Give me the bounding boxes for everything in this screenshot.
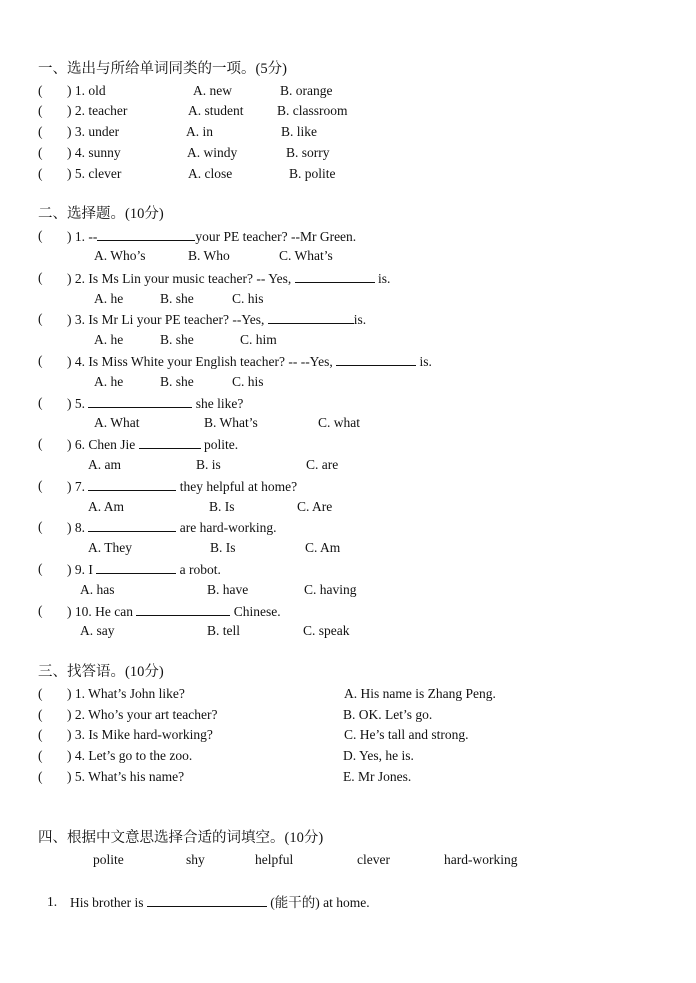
paren-open: ( [38,436,43,451]
s2-q10-option-b: B. tell [207,623,240,638]
s2-q4-pre: ) 4. Is Miss White your English teacher? -- --Yes, [67,354,333,369]
s4-item-1-pre: His brother is [70,895,144,910]
s2-q7-option-c: C. Are [297,499,333,514]
s3-question-4: ) 4. Let’s go to the zoo. [67,748,193,763]
paren-open: ( [38,707,43,722]
section-3-heading: 三、找答语。(10分) [38,664,164,680]
s2-q9-option-c: C. having [304,582,357,597]
paren-open: ( [38,727,43,742]
s2-q3-option-a: A. he [94,332,124,347]
s2-q5-pre: ) 5. [67,396,85,411]
s2-q6 [67,435,238,454]
s1-item-1-word: ) 1. old [67,83,106,98]
s1-item-1-option-a: A. new [193,83,232,98]
answer-blank[interactable] [268,310,354,324]
paren-open: ( [38,311,43,326]
s1-item-4-word: ) 4. sunny [67,145,121,160]
s2-q2-post: is. [377,271,391,286]
s2-q2-pre: ) 2. Is Ms Lin your music teacher? -- Yes, [67,271,292,286]
s1-item-3-option-a: A. in [186,124,213,139]
s2-q3-pre: ) 3. Is Mr Li your PE teacher? --Yes, [67,312,265,327]
s1-item-1-option-b: B. orange [280,83,333,98]
s2-q7-pre: ) 7. [67,479,85,494]
s2-q3-post: is. [353,312,367,327]
s2-q7 [67,477,297,496]
s2-q5-option-c: C. what [318,415,360,430]
answer-blank[interactable] [336,352,416,366]
answer-blank[interactable] [88,394,192,408]
s3-answer-c: C. He’s tall and strong. [344,727,469,742]
s2-q5 [67,394,243,413]
answer-blank[interactable] [139,435,201,449]
s1-item-2-word: ) 2. teacher [67,103,128,118]
s2-q8-post: are hard-working. [179,520,277,535]
s2-q7-option-a: A. Am [88,499,125,514]
s2-q9-option-b: B. have [207,582,249,597]
answer-blank[interactable] [97,227,195,241]
s1-item-5-word: ) 5. clever [67,166,122,181]
answer-blank[interactable] [88,518,176,532]
answer-blank[interactable] [96,560,176,574]
section-1-heading: 一、选出与所给单词同类的一项。(5分) [38,61,287,77]
word-bank-polite: polite [93,852,124,867]
s2-q10-pre: ) 10. He can [67,604,133,619]
s2-q6-post: polite. [204,437,239,452]
s2-q9 [67,560,221,579]
s2-q1-post: your PE teacher? --Mr Green. [195,229,357,244]
s2-q5-post: she like? [195,396,244,411]
s1-item-5-option-a: A. close [188,166,233,181]
paren-open: ( [38,103,43,118]
section-4-heading: 四、根据中文意思选择合适的词填空。(10分) [38,830,324,846]
s2-q1-pre: ) 1. -- [67,229,98,244]
paren-open: ( [38,228,43,243]
s2-q1 [67,227,356,246]
paren-open: ( [38,83,43,98]
answer-blank[interactable] [88,477,176,491]
s2-q2-option-b: B. she [160,291,194,306]
s2-q2-option-c: C. his [232,291,264,306]
paren-open: ( [38,353,43,368]
s2-q2 [67,269,390,288]
paren-open: ( [38,748,43,763]
paren-open: ( [38,395,43,410]
paren-open: ( [38,124,43,139]
s1-item-3-word: ) 3. under [67,124,120,139]
paren-open: ( [38,686,43,701]
s2-q1-option-c: C. What’s [279,248,333,263]
s3-question-3: ) 3. Is Mike hard-working? [67,727,213,742]
s1-item-4-option-a: A. windy [187,145,238,160]
answer-blank[interactable] [295,269,375,283]
s2-q6-pre: ) 6. Chen Jie [67,437,136,452]
section-2-heading: 二、选择题。(10分) [38,206,164,222]
s2-q4-option-a: A. he [94,374,124,389]
s2-q8-option-a: A. They [88,540,132,555]
s2-q9-post: a robot. [179,562,221,577]
s3-answer-a: A. His name is Zhang Peng. [344,686,496,701]
s2-q4-option-b: B. she [160,374,194,389]
s2-q9-option-a: A. has [80,582,115,597]
s3-answer-b: B. OK. Let’s go. [343,707,433,722]
s2-q9-pre: ) 9. I [67,562,93,577]
paren-open: ( [38,145,43,160]
s2-q4-post: is. [419,354,432,369]
s2-q3-option-c: C. him [240,332,277,347]
s3-answer-d: D. Yes, he is. [343,748,414,763]
s2-q6-option-a: A. am [88,457,121,472]
s2-q10-option-c: C. speak [303,623,350,638]
paren-open: ( [38,519,43,534]
s3-question-1: ) 1. What’s John like? [67,686,185,701]
s2-q10 [67,602,281,621]
s2-q3 [67,310,366,329]
s2-q10-option-a: A. say [80,623,115,638]
s3-question-5: ) 5. What’s his name? [67,769,185,784]
s1-item-3-option-b: B. like [281,124,317,139]
s2-q1-option-b: B. Who [188,248,230,263]
s2-q10-post: Chinese. [233,604,281,619]
s2-q8-option-b: B. Is [210,540,236,555]
s4-item-1 [70,893,370,912]
s1-item-4-option-b: B. sorry [286,145,330,160]
s2-q8 [67,518,276,537]
s2-q8-pre: ) 8. [67,520,85,535]
s2-q6-option-b: B. is [196,457,221,472]
s2-q5-option-b: B. What’s [204,415,258,430]
word-bank-helpful: helpful [255,852,294,867]
s2-q5-option-a: A. What [94,415,140,430]
s2-q7-option-b: B. Is [209,499,235,514]
s1-item-2-option-a: A. student [188,103,244,118]
paren-open: ( [38,270,43,285]
s2-q1-option-a: A. Who’s [94,248,146,263]
s2-q3-option-b: B. she [160,332,194,347]
word-bank-hard-working: hard-working [444,852,518,867]
s4-item-1-post: (能干的) at home. [270,895,370,910]
s4-item-1-number: 1. [47,894,58,909]
s2-q6-option-c: C. are [306,457,339,472]
s2-q4-option-c: C. his [232,374,264,389]
s2-q4 [67,352,432,371]
s1-item-5-option-b: B. polite [289,166,336,181]
paren-open: ( [38,603,43,618]
s2-q7-post: they helpful at home? [179,479,298,494]
s2-q2-option-a: A. he [94,291,124,306]
answer-blank[interactable] [147,893,267,907]
s3-question-2: ) 2. Who’s your art teacher? [67,707,218,722]
paren-open: ( [38,769,43,784]
s2-q8-option-c: C. Am [305,540,341,555]
paren-open: ( [38,166,43,181]
answer-blank[interactable] [136,602,230,616]
paren-open: ( [38,478,43,493]
word-bank-clever: clever [357,852,390,867]
s3-answer-e: E. Mr Jones. [343,769,412,784]
s1-item-2-option-b: B. classroom [277,103,348,118]
paren-open: ( [38,561,43,576]
word-bank-shy: shy [186,852,205,867]
